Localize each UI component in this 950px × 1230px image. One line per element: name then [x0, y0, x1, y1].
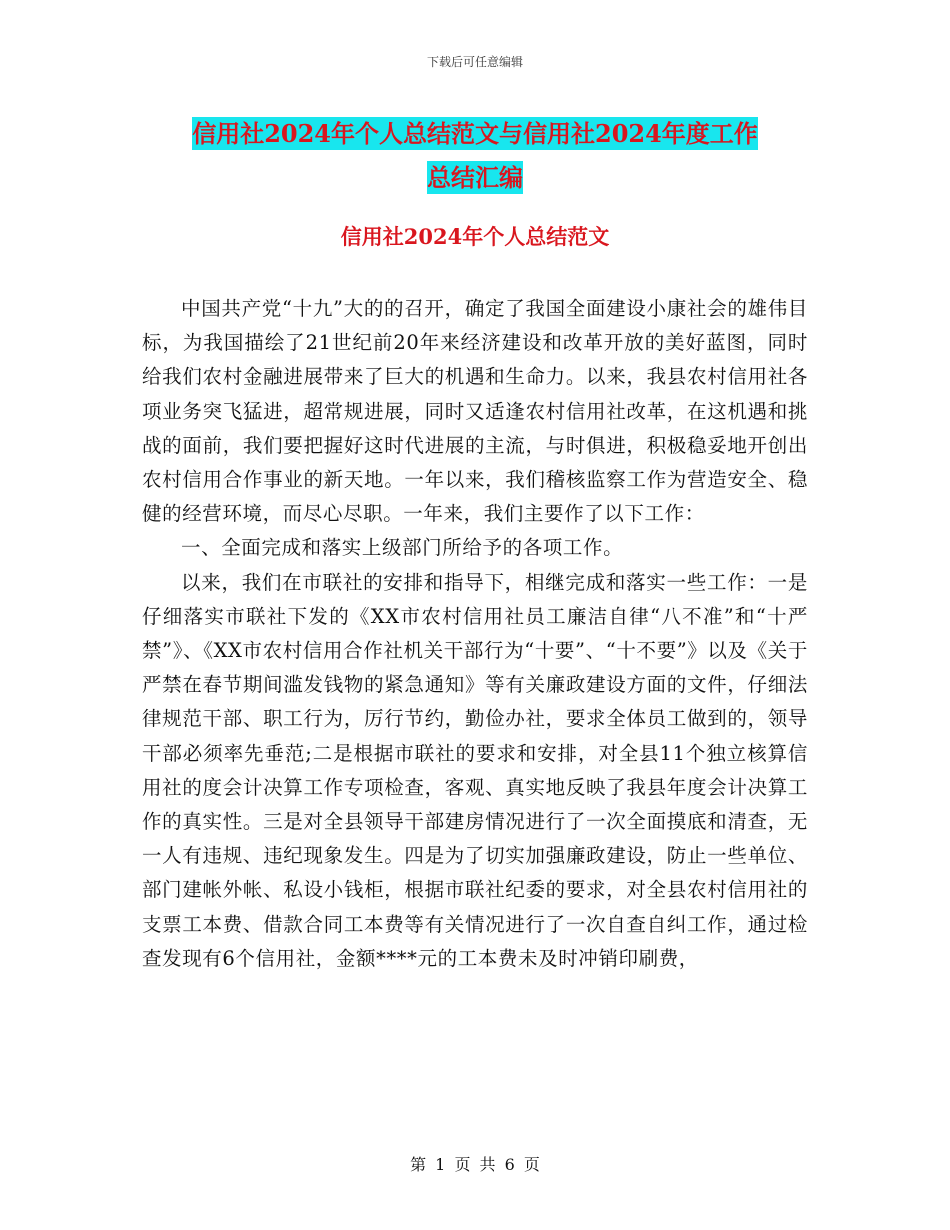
paragraph: 一、全面完成和落实上级部门所给予的各项工作。 [181, 536, 624, 560]
paragraph: 中国共产党“十九”大的的召开，确定了我国全面建设小康社会的雄伟目标，为我国描绘了21世纪前20年来经济建设和改革开放的美好蓝图，同时给我们农村金融进展带来了巨大的机遇和生命力。以来，我县农村信用社各项业务突飞猛进，超常规进展，同时又适逢农村信用社改革，在这机遇和挑战的面前，我们要把握好这时代进展的主流，与时俱进，积极稳妥地开创出农村信用合作事业的新天地。一年以来，我们稽核监察工作为营造安全、稳健的经营环境，而尽心尽职。一年来，我们主要作了以下工作： [142, 297, 808, 526]
section-title: 信用社2024年个人总结范文 [340, 224, 610, 249]
page-footer: 第 1 页 共 6 页 [410, 1155, 540, 1174]
document-title-line-2: 总结汇编 [427, 163, 523, 192]
paragraph: 以来，我们在市联社的安排和指导下，相继完成和落实一些工作：一是仔细落实市联社下发的《XX市农村信用社员工廉洁自律“八不准”和“十严禁”》、《XX市农村信用合作社机关干部行为“十要”、“十不要”》以及《关于严禁在春节期间滥发钱物的紧急通知》等有关廉政建设方面的文件，仔细法律规范干部、职工行为，厉行节约，勤俭办社，要求全体员工做到的，领导干部必须率先垂范;二是根据市联社的要求和安排，对全县11个独立核算信用社的度会计决算工作专项检查，客观、真实地反映了我县年度会计决算工作的真实性。三是对全县领导干部建房情况进行了一次全面摸底和清查，无一人有违规、违纪现象发生。四是为了切实加强廉政建设，防止一些单位、部门建帐外帐、私设小钱柜，根据市联社纪委的要求，对全县农村信用社的支票工本费、借款合同工本费等有关情况进行了一次自查自纠工作，通过检查发现有6个信用社，金额****元的工本费未及时冲销印刷费， [142, 570, 808, 970]
body-text [142, 292, 808, 976]
document-title [140, 112, 810, 200]
header-note: 下载后可任意编辑 [426, 55, 523, 69]
document-title-line-1: 信用社2024年个人总结范文与信用社2024年度工作 [192, 119, 758, 148]
